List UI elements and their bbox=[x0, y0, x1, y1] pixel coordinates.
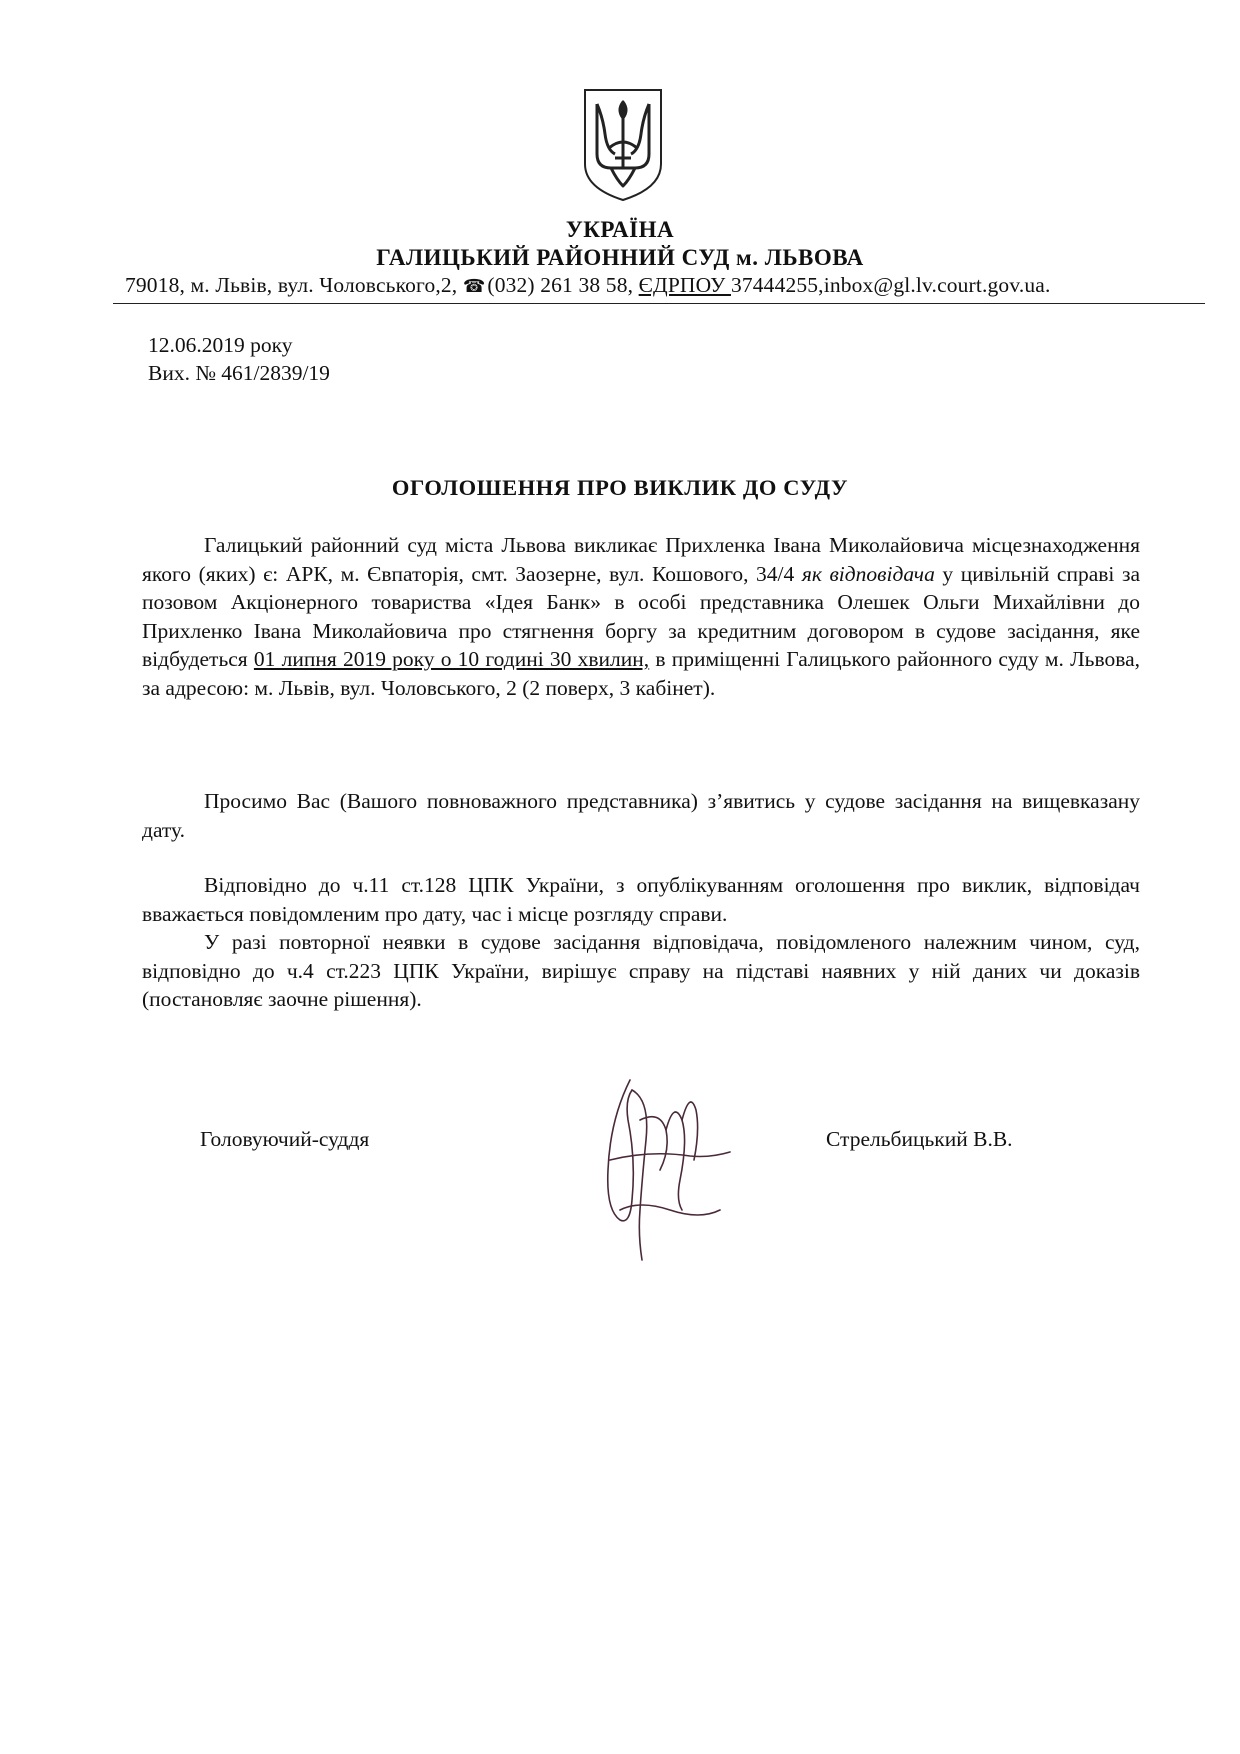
summons-text-b: у цивільній справі за позовом Акціонерного товариства «Ідея Банк» в особі представника Олешек Ольги Михайлівни до Прихленко Івана Миколайовича про стягнення боргу за кредитним договором в судове засідання, яке відбудеться bbox=[142, 561, 1141, 671]
edrpou-label: ЄДРПОУ bbox=[638, 273, 731, 297]
paragraph-absence: У разі повторної неявки в судове засідання відповідача, повідомленого належним чином, суд, відповідно до ч.4 ст.223 ЦПК України, вирішує справу на підставі наявних у ній даних чи доказів (постановляє заочне рішення). bbox=[142, 930, 1140, 1011]
defendant-role: як відповідача bbox=[801, 561, 935, 586]
summons-text-a: Галицький районний суд міста Львова викликає Прихленка Івана Миколайовича місцезнаходження якого (яких) є: АРК, м. Євпаторія, смт. Заозерне, вул. Кошового, 34/4 bbox=[142, 533, 1140, 586]
address-street: 79018, м. Львів, вул. Чоловського,2, bbox=[125, 273, 463, 297]
document-title: ОГОЛОШЕННЯ ПРО ВИКЛИК ДО СУДУ bbox=[391, 475, 849, 500]
court-name: ГАЛИЦЬКИЙ РАЙОННИЙ СУД bbox=[376, 245, 730, 270]
court-address-line bbox=[125, 273, 1205, 298]
summons-text-c: в приміщенні Галицького районного суду м. Львова, за адресою: м. Львів, вул. Чоловського, 2 (2 поверх, 3 кабінет). bbox=[142, 647, 1141, 700]
court-heading bbox=[0, 245, 1240, 271]
outgoing-number: Вих. № 461/2839/19 bbox=[148, 361, 330, 385]
handwritten-signature bbox=[570, 1060, 740, 1270]
phone-number: (032) 261 38 58, bbox=[487, 273, 639, 297]
telephone-icon: ☎ bbox=[462, 276, 486, 296]
document-date: 12.06.2019 року bbox=[148, 333, 293, 357]
trident-emblem-icon bbox=[581, 88, 665, 202]
signatory-name: Стрельбицький В.В. bbox=[826, 1127, 1013, 1151]
country-heading: УКРАЇНА bbox=[565, 217, 675, 242]
header-divider bbox=[113, 303, 1205, 304]
signatory-role: Головуючий-суддя bbox=[200, 1127, 370, 1151]
hearing-datetime: 01 липня 2019 року о 10 годині 30 хвилин, bbox=[253, 647, 650, 671]
paragraph-request: Просимо Вас (Вашого повноважного представника) з’явитись у судове засідання на вищевказану дату. bbox=[142, 789, 1140, 842]
court-city: м. ЛЬВОВА bbox=[729, 245, 864, 270]
paragraph-summons bbox=[142, 531, 1140, 702]
paragraph-notification: Відповідно до ч.11 ст.128 ЦПК України, з опублікуванням оголошення про виклик, відповідач вважається повідомленим про дату, час і місце розгляду справи. bbox=[142, 873, 1140, 926]
edrpou-and-email: 37444255,inbox@gl.lv.court.gov.ua. bbox=[730, 273, 1051, 297]
